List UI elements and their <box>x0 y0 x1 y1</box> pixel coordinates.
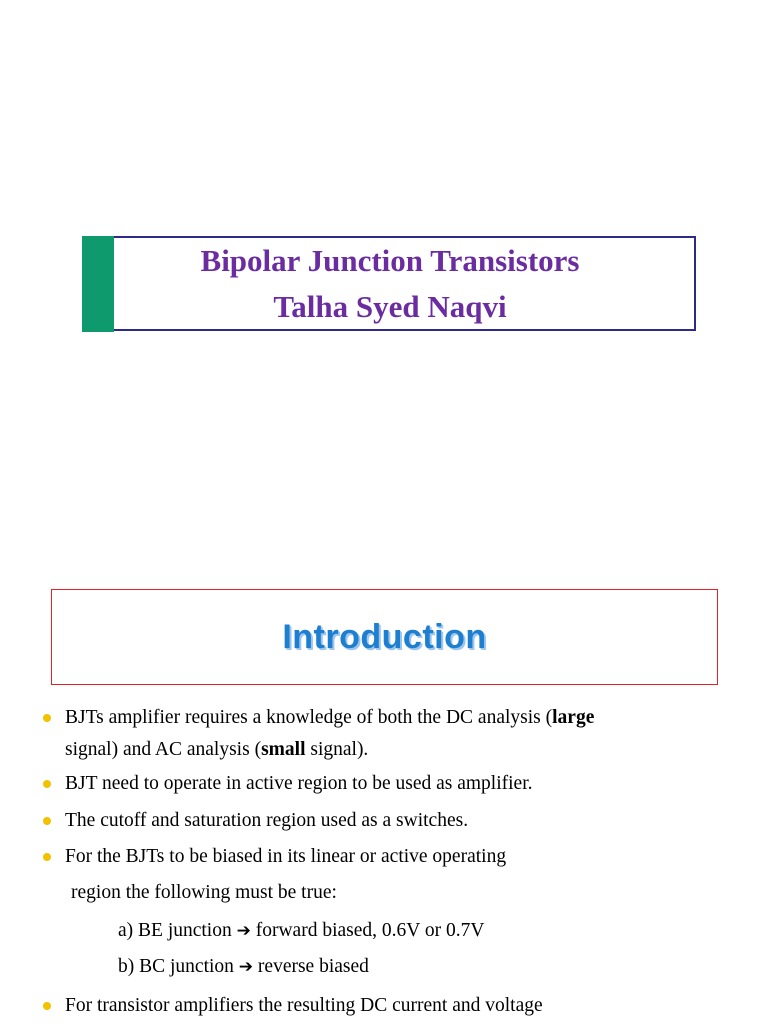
intro-heading: Introduction <box>282 617 487 656</box>
bullet-1-bold-small: small <box>261 739 306 760</box>
slide-title <box>114 236 666 332</box>
right-arrow-icon: ➔ <box>238 957 254 977</box>
bullet-1-line2-part2: signal). <box>305 739 369 760</box>
title-accent-bar <box>82 236 114 332</box>
condition-be-junction <box>118 916 484 946</box>
condition-a-prefix: a) BE junction <box>118 920 232 941</box>
bullet-2-text: BJT need to operate in active region to be used as amplifier. <box>65 773 533 794</box>
bullet-dc-ac-analysis <box>65 703 745 765</box>
bullet-cutoff-saturation <box>65 806 745 836</box>
intro-heading-box <box>51 589 718 685</box>
bullet-dc-current-voltage <box>65 991 745 1021</box>
bullet-dot-icon <box>43 714 51 722</box>
title-line-2: Talha Syed Naqvi <box>273 289 507 324</box>
bullet-dot-icon <box>43 1002 51 1010</box>
bullet-4-line2: region the following must be true: <box>71 882 337 903</box>
bullet-dot-icon <box>43 853 51 861</box>
right-arrow-icon: ➔ <box>236 921 251 941</box>
bullet-biasing-conditions <box>65 842 745 872</box>
bullet-dot-icon <box>43 817 51 825</box>
condition-b-prefix: b) BC junction <box>118 956 234 977</box>
bullet-4-line1: For the BJTs to be biased in its linear or active operating <box>65 846 507 867</box>
bullet-1-bold-large: large <box>552 707 595 728</box>
condition-bc-junction <box>118 952 369 982</box>
bullet-1-line2-part1: signal) and AC analysis ( <box>65 739 262 760</box>
bullet-active-region <box>65 769 745 799</box>
condition-a-suffix: forward biased, 0.6V or 0.7V <box>255 920 485 941</box>
condition-b-suffix: reverse biased <box>257 956 369 977</box>
bullet-3-text: The cutoff and saturation region used as a switches. <box>65 810 469 831</box>
title-line-1: Bipolar Junction Transistors <box>200 243 580 278</box>
bullet-1-text-part1: BJTs amplifier requires a knowledge of both the DC analysis ( <box>65 707 553 728</box>
bullet-5-text: For transistor amplifiers the resulting DC current and voltage <box>65 995 543 1016</box>
bullet-dot-icon <box>43 780 51 788</box>
